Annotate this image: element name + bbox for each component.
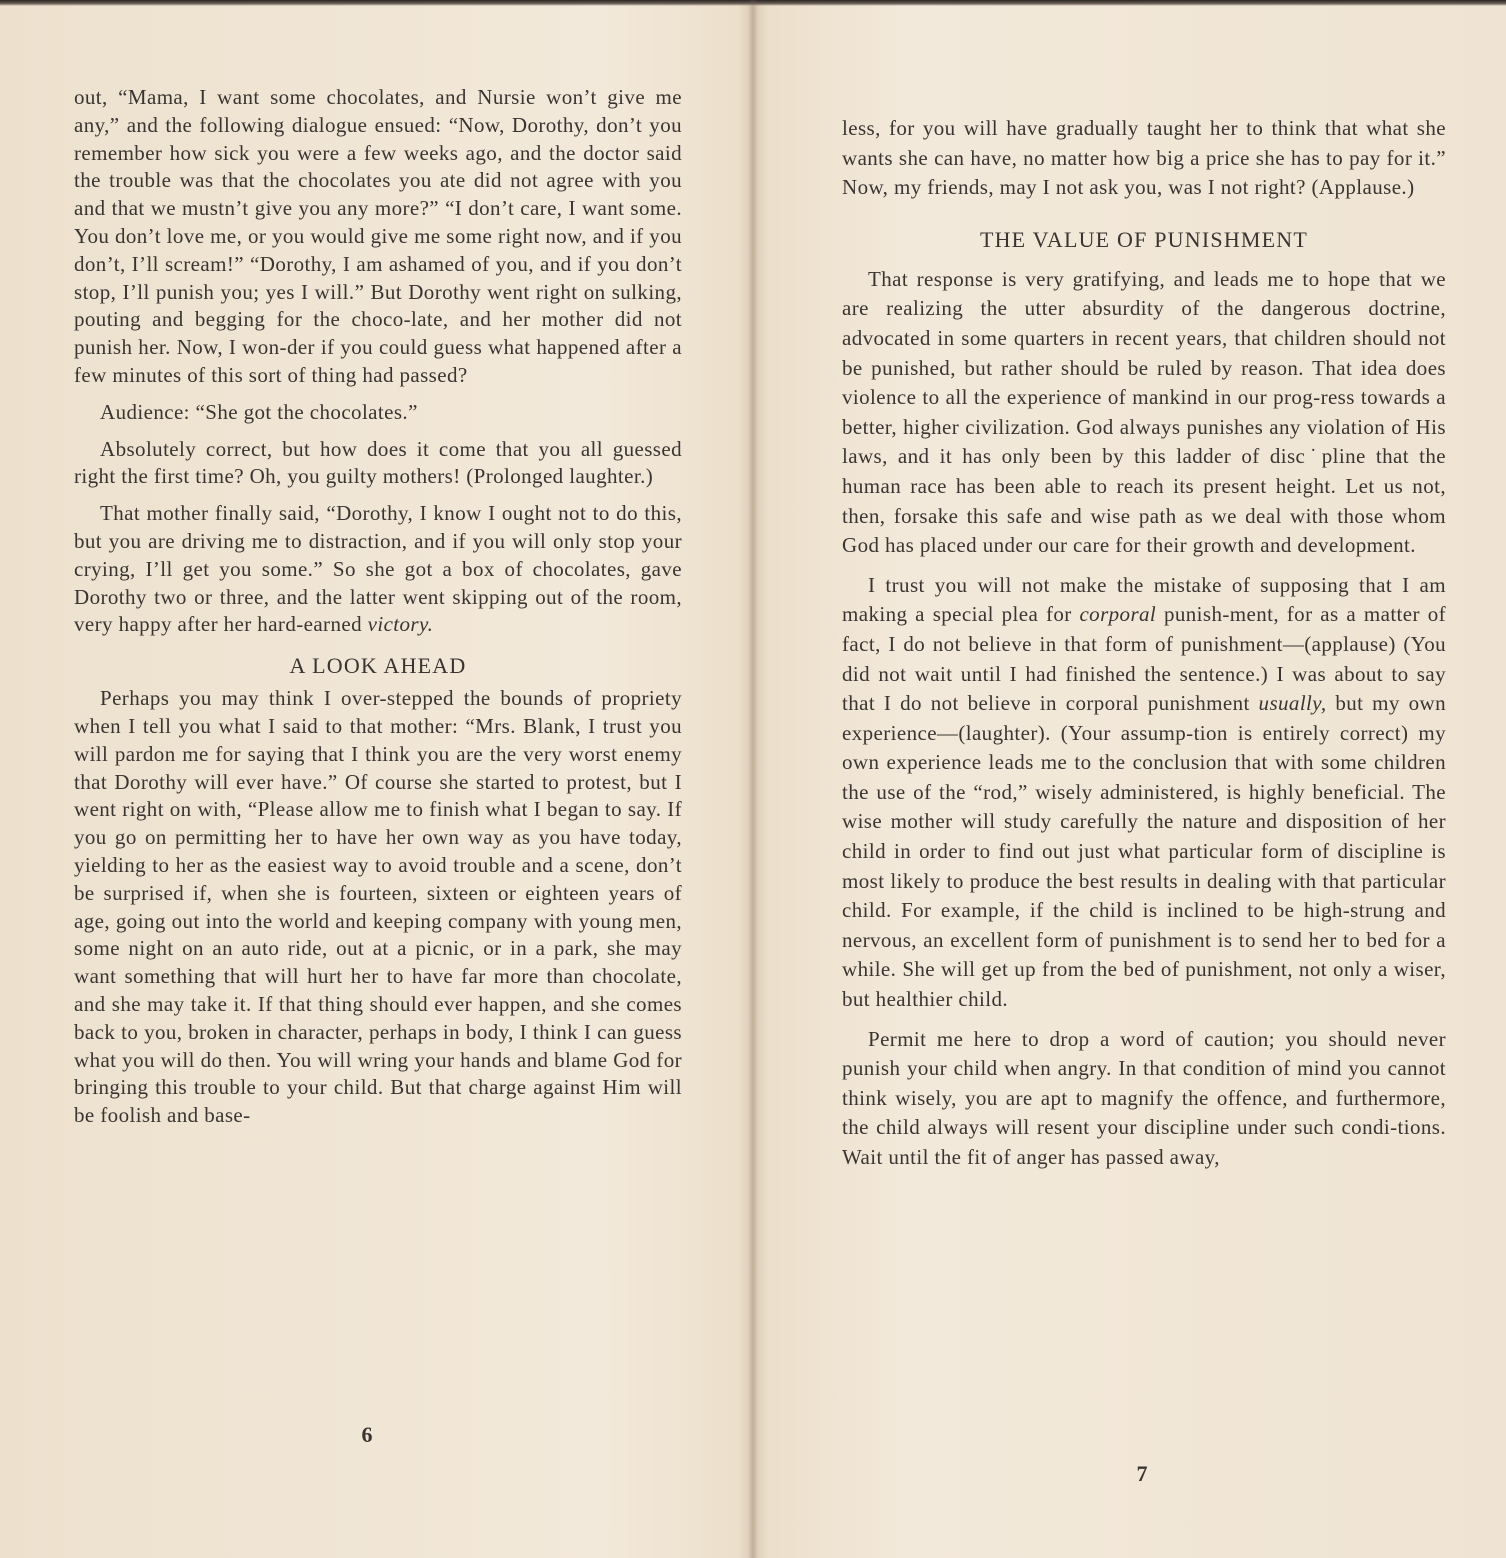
book-spine: [748, 0, 758, 1558]
right-paragraph-3-text-c: but my own experience—(laughter). (Your assump-tion is entirely correct) my own experience leads me to the conclusion that with some children the use of the “rod,” wisely administered, is highly beneficial. The wise mother will study carefully the nature and disposition of her child in order to find out just what particular form of discipline is most likely to produce the best results in dealing with that particular child. For example, if the child is inclined to be high-strung and nervous, an excellent form of punishment is to send her to bed for a while. She will get up from the bed of punishment, not only a wiser, but healthier child.: [842, 691, 1446, 1012]
section-heading-look-ahead: A LOOK AHEAD: [289, 653, 467, 679]
left-paragraph-4: [74, 500, 682, 639]
right-paragraph-3-italic-1: corporal: [1079, 602, 1157, 627]
left-paragraph-1: out, “Mama, I want some chocolates, and Nursie won’t give me any,” and the following dialogue ensued: “Now, Dorothy, don’t you remember how sick you were a few weeks ago, and the doctor said the trouble was that the chocolates you ate did not agree with you and that we mustn’t give you any more?” “I don’t care, I want some. You don’t love me, or you would give me some right now, and if you don’t, I’ll scream!” “Dorothy, I am ashamed of you, and if you don’t stop, I’ll punish you; yes I will.” But Dorothy went right on sulking, pouting and begging for the choco-late, and her mother did not punish her. Now, I won-der if you could guess what happened after a few minutes of this sort of thing had passed?: [74, 85, 682, 387]
right-paragraph-3-text-a: I trust you will not make the mistake of supposing that I am making a special plea for: [842, 572, 1446, 627]
left-paragraph-5: Perhaps you may think I over-stepped the bounds of propriety when I tell you what I said to that mother: “Mrs. Blank, I trust you will pardon me for saying that I think you are the very worst enemy that Dorothy will ever have.” Of course she started to protest, but I went right on with, “Please allow me to finish what I began to say. If you go on permitting her to have her own way as you have today, yielding to her as the easiest way to avoid trouble and a scene, don’t be surprised if, when she is fourteen, sixteen or eighteen years of age, going out into the world and keeping company with young men, some night on an auto ride, out at a picnic, or in a park, she may want something that will hurt her to have far more than chocolate, and she may take it. If that thing should ever happen, and she comes back to you, broken in character, perhaps in body, I think I can guess what you will do then. You will wring your hands and blame God for bringing this trouble to your child. But that charge against Him will be foolish and base-: [74, 686, 682, 1128]
left-paragraph-3: Absolutely correct, but how does it come that you all guessed right the first time? Oh, you guilty mothers! (Prolonged laughter.): [74, 436, 682, 489]
right-paragraph-1: less, for you will have gradually taught her to think that what she wants she can have, no matter how big a price she has to pay for it.” Now, my friends, may I not ask you, was I not right? (Applause.): [842, 116, 1446, 200]
section-heading-value-of-punishment: THE VALUE OF PUNISHMENT: [979, 226, 1309, 252]
right-paragraph-2: That response is very gratifying, and leads me to hope that we are realizing the utter absurdity of the dangerous doctrine, advocated in some quarters in recent years, that children should not be punished, but rather should be ruled by reason. That idea does violence to all the experience of mankind in our prog-ress towards a better, higher civilization. God always punishes any violation of His laws, and it has only been by this ladder of disc˙pline that the human race has been able to reach its present height. Let us not, then, forsake this safe and wise path as we deal with those whom God has placed under our care for their growth and development.: [842, 266, 1446, 558]
right-paragraph-4: Permit me here to drop a word of caution; you should never punish your child when angry. In that condition of mind you cannot think wisely, you are apt to magnify the offence, and furthermore, the child always will resent your discipline under such condi-tions. Wait until the fit of anger has passed away,: [842, 1026, 1446, 1169]
right-page: [842, 114, 1446, 1173]
left-paragraph-4-text: That mother finally said, “Dorothy, I know I ought not to do this, but you are driving me to distraction, and if you will only stop your crying, I’ll get you some.” So she got a box of chocolates, gave Dorothy two or three, and the latter went skipping out of the room, very happy after her hard-earned: [74, 501, 682, 637]
right-paragraph-3-italic-2: usually,: [1258, 691, 1327, 716]
right-paragraph-3: [842, 571, 1446, 1015]
left-page: [74, 84, 682, 1130]
page-number-right: 7: [1136, 1461, 1148, 1486]
left-paragraph-2: Audience: “She got the chocolates.”: [100, 399, 418, 424]
left-paragraph-4-italic: victory.: [367, 612, 434, 637]
right-paragraph-3-text-b: punish-ment, for as a matter of fact, I do not believe in that form of punishment—(applause) (You did not wait until I had finished the sentence.) I was about to say that I do not believe in corporal punishment: [842, 602, 1446, 716]
page-number-left: 6: [361, 1422, 373, 1447]
